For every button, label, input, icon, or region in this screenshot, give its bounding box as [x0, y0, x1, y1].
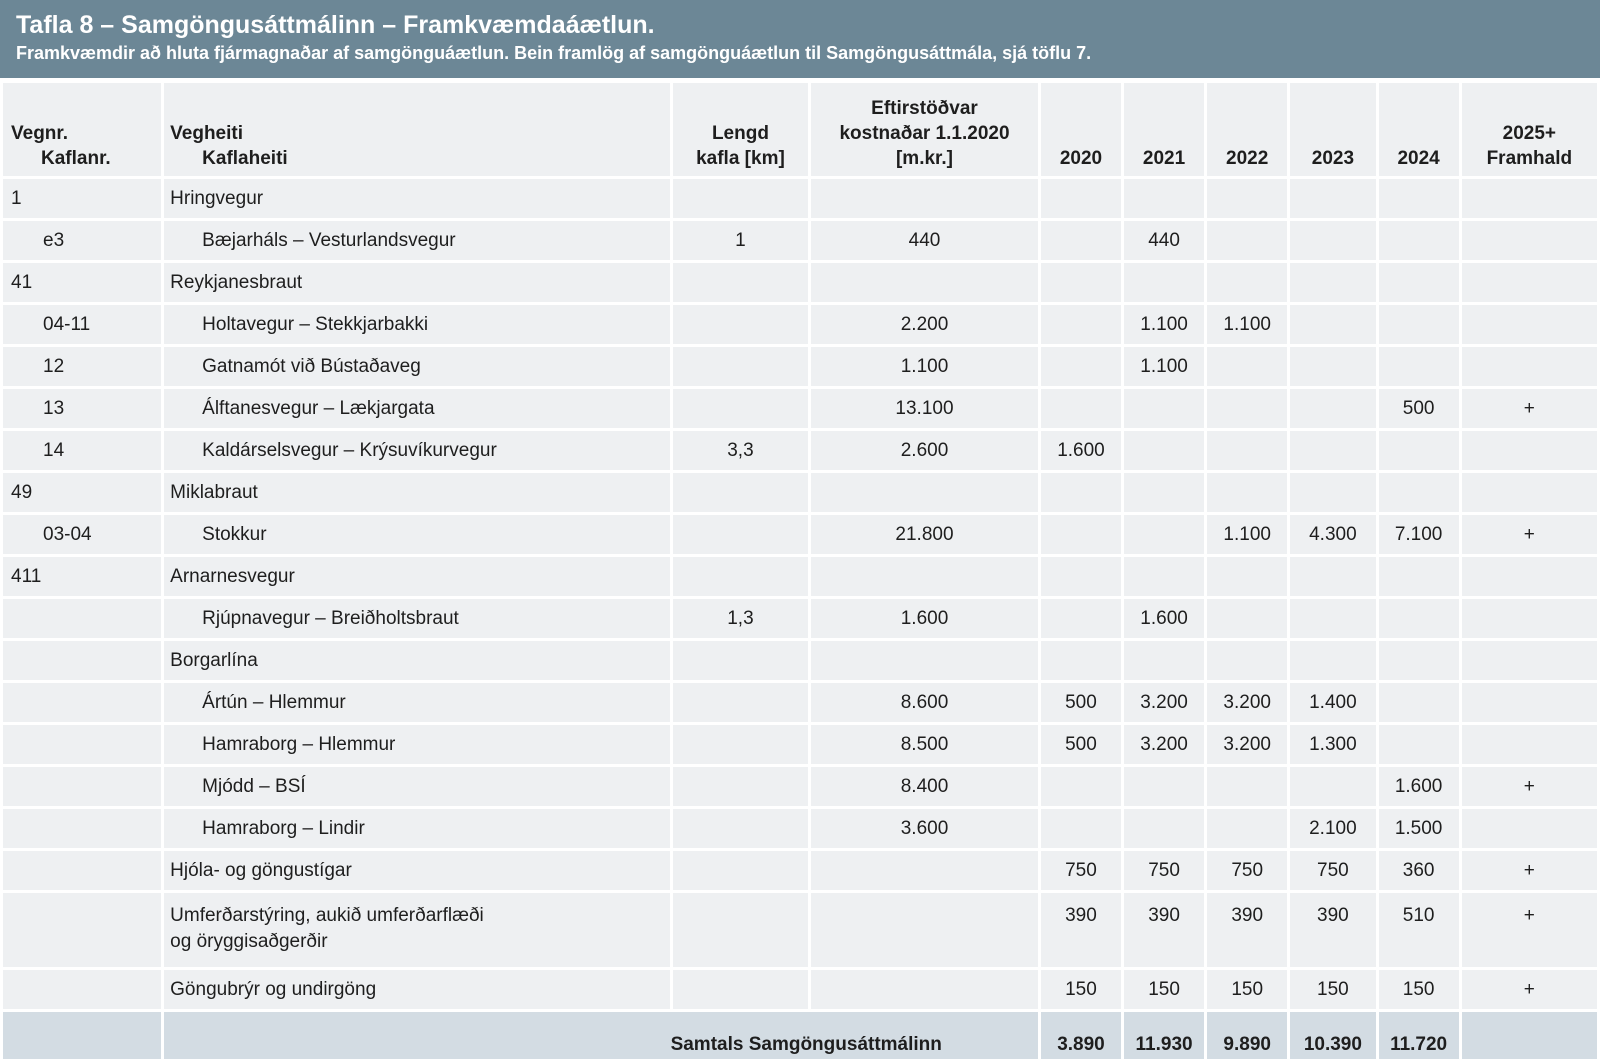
year-cell-2024 [1379, 221, 1459, 260]
year-cell-2025 [1462, 809, 1597, 848]
table-row [3, 263, 1597, 302]
year-cell-2023: 1.300 [1290, 725, 1375, 764]
length-cell [673, 641, 808, 680]
cost-cell [811, 473, 1038, 512]
page-title: Tafla 8 – Samgöngusáttmálinn – Framkvæmdaáætlun. [16, 11, 655, 39]
year-cell-2023 [1290, 305, 1375, 344]
header-cost-line3: [m.kr.] [895, 148, 953, 169]
year-cell-2020 [1041, 305, 1121, 344]
page-subtitle: Framkvæmdir að hluta fjármagnaðar af samgönguáætlun. Bein framlög af samgönguáætlun til Samgöngusáttmála, sjá töflu 7. [16, 43, 1092, 63]
cost-cell [811, 557, 1038, 596]
total-cell-2022: 9.890 [1207, 1012, 1287, 1059]
cost-cell: 1.100 [811, 347, 1038, 386]
length-cell [673, 809, 808, 848]
length-cell [673, 473, 808, 512]
year-cell-2020 [1041, 809, 1121, 848]
year-cell-2024 [1379, 683, 1459, 722]
name-text: Arnarnesvegur [170, 565, 295, 587]
header-name [164, 83, 670, 176]
year-cell-2025: + [1462, 893, 1597, 967]
year-cell-2020 [1041, 347, 1121, 386]
year-cell-2020 [1041, 557, 1121, 596]
year-cell-2023 [1290, 473, 1375, 512]
header-length-line1: Lengd [711, 123, 769, 144]
year-cell-2025 [1462, 305, 1597, 344]
year-cell-2024 [1379, 179, 1459, 218]
cost-cell: 8.600 [811, 683, 1038, 722]
kaflaheiti-cell [164, 725, 670, 764]
year-cell-2024: 7.100 [1379, 515, 1459, 554]
table-row [3, 515, 1597, 554]
length-cell [673, 557, 808, 596]
table-row [3, 557, 1597, 596]
table-row [3, 641, 1597, 680]
year-cell-2022: 3.200 [1207, 725, 1287, 764]
cost-cell: 440 [811, 221, 1038, 260]
year-cell-2024 [1379, 725, 1459, 764]
year-cell-2021: 750 [1124, 851, 1204, 890]
year-cell-2021 [1124, 179, 1204, 218]
vegheiti-cell [164, 179, 670, 218]
vegnr-cell [3, 970, 161, 1009]
project-table [0, 80, 1600, 1062]
length-cell [673, 263, 808, 302]
length-cell [673, 683, 808, 722]
year-cell-2024 [1379, 641, 1459, 680]
year-cell-2025 [1462, 641, 1597, 680]
cost-cell: 2.600 [811, 431, 1038, 470]
year-cell-2023 [1290, 221, 1375, 260]
year-cell-2023 [1290, 347, 1375, 386]
year-cell-2021 [1124, 431, 1204, 470]
year-cell-2021 [1124, 767, 1204, 806]
cost-cell [811, 970, 1038, 1009]
year-cell-2022 [1207, 641, 1287, 680]
kaflaheiti-cell [164, 431, 670, 470]
year-cell-2021: 390 [1124, 893, 1204, 967]
year-cell-2021: 3.200 [1124, 683, 1204, 722]
header-length-line2: kafla [km] [696, 148, 785, 169]
header-cost [811, 83, 1038, 176]
cost-cell: 1.600 [811, 599, 1038, 638]
year-cell-2023 [1290, 599, 1375, 638]
year-cell-2025: + [1462, 851, 1597, 890]
kaflanr-cell [3, 683, 161, 722]
year-cell-2022: 750 [1207, 851, 1287, 890]
year-cell-2020 [1041, 515, 1121, 554]
name-text: Hjóla- og göngustígar [170, 859, 352, 881]
year-cell-2025 [1462, 473, 1597, 512]
kaflaheiti-cell [164, 515, 670, 554]
name-text: Stokkur [202, 523, 267, 545]
year-cell-2025 [1462, 725, 1597, 764]
table-row [3, 851, 1597, 890]
year-cell-2021: 1.600 [1124, 599, 1204, 638]
cost-cell [811, 263, 1038, 302]
total-cell-2021: 11.930 [1124, 1012, 1204, 1059]
name-text: Bæjarháls – Vesturlandsvegur [202, 229, 456, 251]
year-cell-2022 [1207, 389, 1287, 428]
header-vegheiti-label: Vegheiti [170, 123, 244, 144]
vegheiti-cell [164, 473, 670, 512]
length-cell [673, 389, 808, 428]
header-2025-line1: 2025+ [1502, 123, 1557, 144]
year-cell-2022 [1207, 557, 1287, 596]
table-row [3, 389, 1597, 428]
cost-cell: 8.400 [811, 767, 1038, 806]
kaflanr-cell: 13 [3, 389, 161, 428]
year-cell-2021: 1.100 [1124, 347, 1204, 386]
name-text: Hamraborg – Lindir [202, 817, 365, 839]
table-body [3, 179, 1597, 1059]
table-row [3, 893, 1597, 967]
vegnr-cell [3, 893, 161, 967]
year-cell-2021 [1124, 557, 1204, 596]
year-cell-2023 [1290, 767, 1375, 806]
year-cell-2023 [1290, 263, 1375, 302]
year-cell-2025: + [1462, 767, 1597, 806]
year-cell-2024: 1.600 [1379, 767, 1459, 806]
name-text-line2: og öryggisaðgerðir [170, 931, 328, 952]
year-cell-2024 [1379, 263, 1459, 302]
header-2021: 2021 [1124, 83, 1204, 176]
header-2022: 2022 [1207, 83, 1287, 176]
year-cell-2025 [1462, 599, 1597, 638]
header-vegnr [3, 83, 161, 176]
vegheiti-cell [164, 970, 670, 1009]
length-cell [673, 725, 808, 764]
year-cell-2021 [1124, 263, 1204, 302]
total-label: Samtals Samgöngusáttmálinn [164, 1012, 1038, 1059]
year-cell-2025 [1462, 347, 1597, 386]
year-cell-2022 [1207, 221, 1287, 260]
header-2020: 2020 [1041, 83, 1121, 176]
table-row [3, 305, 1597, 344]
total-cell-2024: 11.720 [1379, 1012, 1459, 1059]
year-cell-2020: 500 [1041, 683, 1121, 722]
year-cell-2023 [1290, 431, 1375, 470]
table-row [3, 683, 1597, 722]
year-cell-2022: 1.100 [1207, 305, 1287, 344]
table-row [3, 347, 1597, 386]
year-cell-2022: 3.200 [1207, 683, 1287, 722]
year-cell-2023 [1290, 641, 1375, 680]
year-cell-2023: 390 [1290, 893, 1375, 967]
year-cell-2024 [1379, 473, 1459, 512]
total-row [3, 1012, 1597, 1059]
year-cell-2022 [1207, 767, 1287, 806]
length-cell [673, 179, 808, 218]
name-text: Rjúpnavegur – Breiðholtsbraut [202, 607, 459, 629]
kaflaheiti-cell [164, 809, 670, 848]
year-cell-2020: 1.600 [1041, 431, 1121, 470]
vegheiti-cell [164, 851, 670, 890]
name-text: Kaldárselsvegur – Krýsuvíkurvegur [202, 439, 497, 461]
length-cell [673, 347, 808, 386]
cost-cell: 8.500 [811, 725, 1038, 764]
year-cell-2025 [1462, 179, 1597, 218]
table-row [3, 179, 1597, 218]
cost-cell [811, 851, 1038, 890]
header-2025 [1462, 83, 1597, 176]
year-cell-2022: 1.100 [1207, 515, 1287, 554]
year-cell-2022 [1207, 263, 1287, 302]
header-kaflaheiti-label: Kaflaheiti [202, 148, 288, 169]
year-cell-2025 [1462, 557, 1597, 596]
name-text: Gatnamót við Bústaðaveg [202, 355, 421, 377]
kaflanr-cell [3, 767, 161, 806]
cost-cell: 21.800 [811, 515, 1038, 554]
year-cell-2024 [1379, 599, 1459, 638]
header-length [673, 83, 808, 176]
length-cell [673, 970, 808, 1009]
header-cost-line1: Eftirstöðvar [871, 98, 978, 119]
year-cell-2024: 510 [1379, 893, 1459, 967]
year-cell-2025: + [1462, 970, 1597, 1009]
kaflanr-cell [3, 809, 161, 848]
year-cell-2022 [1207, 179, 1287, 218]
year-cell-2023 [1290, 179, 1375, 218]
year-cell-2024: 360 [1379, 851, 1459, 890]
year-cell-2022 [1207, 347, 1287, 386]
table-row [3, 473, 1597, 512]
year-cell-2021 [1124, 809, 1204, 848]
year-cell-2023: 150 [1290, 970, 1375, 1009]
table-row [3, 221, 1597, 260]
length-cell [673, 515, 808, 554]
year-cell-2023: 4.300 [1290, 515, 1375, 554]
year-cell-2023 [1290, 389, 1375, 428]
year-cell-2020 [1041, 263, 1121, 302]
kaflanr-cell: 14 [3, 431, 161, 470]
kaflanr-cell: 12 [3, 347, 161, 386]
kaflaheiti-cell [164, 599, 670, 638]
year-cell-2022: 150 [1207, 970, 1287, 1009]
total-cell-2020: 3.890 [1041, 1012, 1121, 1059]
name-text: Umferðarstýring, aukið umferðarflæði [170, 905, 484, 926]
year-cell-2020: 150 [1041, 970, 1121, 1009]
table-row [3, 970, 1597, 1009]
year-cell-2022 [1207, 599, 1287, 638]
kaflaheiti-cell [164, 389, 670, 428]
year-cell-2021: 440 [1124, 221, 1204, 260]
length-cell: 3,3 [673, 431, 808, 470]
cost-cell: 2.200 [811, 305, 1038, 344]
name-text: Hamraborg – Hlemmur [202, 733, 396, 755]
length-cell: 1,3 [673, 599, 808, 638]
header-vegnr-label: Vegnr. [11, 123, 69, 144]
year-cell-2021: 3.200 [1124, 725, 1204, 764]
cost-cell: 13.100 [811, 389, 1038, 428]
kaflanr-cell: e3 [3, 221, 161, 260]
table-row [3, 599, 1597, 638]
year-cell-2025 [1462, 263, 1597, 302]
table-row [3, 809, 1597, 848]
header-kaflanr-label: Kaflanr. [41, 148, 111, 169]
year-cell-2025 [1462, 683, 1597, 722]
name-text: Ártún – Hlemmur [202, 691, 346, 713]
year-cell-2020 [1041, 641, 1121, 680]
year-cell-2021: 1.100 [1124, 305, 1204, 344]
year-cell-2025 [1462, 221, 1597, 260]
year-cell-2020 [1041, 473, 1121, 512]
year-cell-2025: + [1462, 389, 1597, 428]
name-text: Göngubrýr og undirgöng [170, 978, 377, 1000]
table-row [3, 725, 1597, 764]
year-cell-2020 [1041, 179, 1121, 218]
kaflanr-cell: 04-11 [3, 305, 161, 344]
year-cell-2024: 150 [1379, 970, 1459, 1009]
year-cell-2023: 1.400 [1290, 683, 1375, 722]
name-text: Reykjanesbraut [170, 271, 303, 293]
name-text: Hringvegur [170, 187, 264, 209]
year-cell-2021 [1124, 515, 1204, 554]
vegheiti-cell [164, 641, 670, 680]
title-bar [0, 0, 1600, 78]
table-row [3, 431, 1597, 470]
year-cell-2022 [1207, 431, 1287, 470]
vegnr-cell [3, 851, 161, 890]
year-cell-2020: 750 [1041, 851, 1121, 890]
kaflaheiti-cell [164, 305, 670, 344]
year-cell-2024: 500 [1379, 389, 1459, 428]
header-cost-line2: kostnaðar 1.1.2020 [839, 123, 1010, 144]
year-cell-2020 [1041, 599, 1121, 638]
length-cell [673, 767, 808, 806]
vegnr-cell: 411 [3, 557, 161, 596]
year-cell-2023: 750 [1290, 851, 1375, 890]
year-cell-2021 [1124, 473, 1204, 512]
total-cell-2025 [1462, 1012, 1597, 1059]
kaflanr-cell: 03-04 [3, 515, 161, 554]
vegnr-cell: 49 [3, 473, 161, 512]
year-cell-2025: + [1462, 515, 1597, 554]
year-cell-2024 [1379, 557, 1459, 596]
name-text: Borgarlína [170, 649, 258, 671]
year-cell-2020 [1041, 389, 1121, 428]
header-2025-line2: Framhald [1486, 148, 1573, 169]
vegnr-cell: 1 [3, 179, 161, 218]
vegheiti-cell [164, 557, 670, 596]
kaflanr-cell [3, 725, 161, 764]
length-cell [673, 851, 808, 890]
header-2023: 2023 [1290, 83, 1375, 176]
table-row [3, 767, 1597, 806]
vegnr-cell [3, 641, 161, 680]
total-cell-2023: 10.390 [1290, 1012, 1375, 1059]
vegheiti-cell [164, 893, 670, 967]
name-text: Holtavegur – Stekkjarbakki [202, 313, 429, 335]
year-cell-2022: 390 [1207, 893, 1287, 967]
year-cell-2020 [1041, 221, 1121, 260]
cost-cell [811, 893, 1038, 967]
year-cell-2021 [1124, 641, 1204, 680]
year-cell-2022 [1207, 809, 1287, 848]
kaflaheiti-cell [164, 767, 670, 806]
year-cell-2021: 150 [1124, 970, 1204, 1009]
year-cell-2020 [1041, 767, 1121, 806]
year-cell-2024: 1.500 [1379, 809, 1459, 848]
length-cell [673, 305, 808, 344]
length-cell: 1 [673, 221, 808, 260]
year-cell-2024 [1379, 347, 1459, 386]
year-cell-2024 [1379, 305, 1459, 344]
year-cell-2023 [1290, 557, 1375, 596]
kaflaheiti-cell [164, 347, 670, 386]
name-text: Álftanesvegur – Lækjargata [202, 397, 435, 419]
kaflaheiti-cell [164, 683, 670, 722]
header-2024: 2024 [1379, 83, 1459, 176]
year-cell-2025 [1462, 431, 1597, 470]
vegheiti-cell [164, 263, 670, 302]
cost-cell [811, 179, 1038, 218]
year-cell-2021 [1124, 389, 1204, 428]
length-cell [673, 893, 808, 967]
name-text: Miklabraut [170, 481, 258, 503]
header-row [3, 83, 1597, 176]
year-cell-2023: 2.100 [1290, 809, 1375, 848]
name-text: Mjódd – BSÍ [202, 775, 306, 797]
total-blank-cell [3, 1012, 161, 1059]
cost-cell [811, 641, 1038, 680]
year-cell-2020: 390 [1041, 893, 1121, 967]
year-cell-2024 [1379, 431, 1459, 470]
vegnr-cell: 41 [3, 263, 161, 302]
kaflaheiti-cell [164, 221, 670, 260]
cost-cell: 3.600 [811, 809, 1038, 848]
kaflanr-cell [3, 599, 161, 638]
year-cell-2022 [1207, 473, 1287, 512]
year-cell-2020: 500 [1041, 725, 1121, 764]
